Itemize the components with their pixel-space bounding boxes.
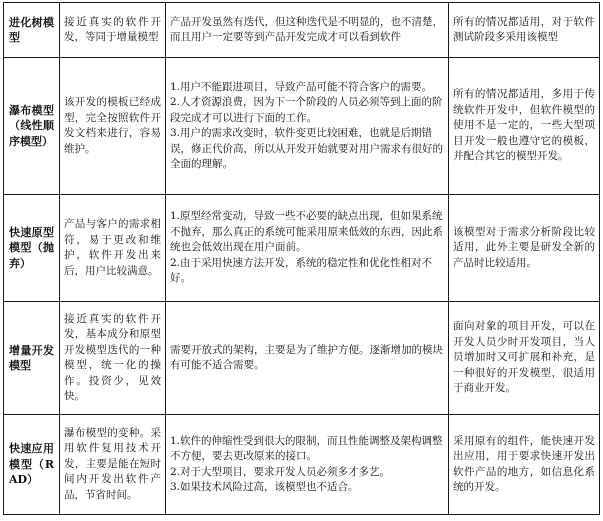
model-description: 瀑布模型的变种。采用软件复用技术开发，主要是能在短时间内开发出软件产品，节省时间。 (60, 415, 166, 515)
table-row (4, 3, 600, 58)
model-comparison-table (3, 2, 600, 515)
table-row (4, 415, 600, 515)
disadvantage-item: 1.软件的伸缩性受到很大的限制，而且性能调整及架构调整不方便，要去更改原来的接口。 (170, 434, 443, 462)
model-disadvantages (166, 58, 449, 195)
model-name: 瀑布模型（线性顺序模型） (4, 58, 60, 195)
model-applicability: 所有的情况都适用，对于软件测试阶段多采用该模型 (449, 3, 600, 58)
model-description: 接近真实的软件开发，等同于增量模型 (60, 3, 166, 58)
disadvantage-item: 1.用户不能跟进项目，导致产品可能不符合客户的需要。 (170, 80, 433, 93)
disadvantage-item: 3.用户的需求改变时，软件变更比较困难，也就是后期错误，修正代价高，所以从开发开始就要对用户需求有很好的全面的理解。 (170, 127, 443, 170)
disadvantage-item: 2.对于大型项目，要求开发人员必须多才多艺。 (170, 465, 391, 478)
model-applicability: 所有的情况都适用，多用于传统软件开发中，但软件模型的使用不是一定的，一些大型项目开发一般也遵守它的模板，并配合其它的模型开发。 (449, 58, 600, 195)
table-row (4, 58, 600, 195)
model-name: 进化树模型 (4, 3, 60, 58)
disadvantage-item: 1.原型经常变动，导致一些不必要的缺点出现，但如果系统不抛弃，那么真正的系统可能采用原来低效的东西，因此系统也会低效出现在用户面前。 (170, 210, 443, 254)
model-applicability: 该模型对于需求分析阶段比较适用，此外主要是研发全新的产品时比较适用。 (449, 195, 600, 302)
model-name: 快速应用模型（RAD） (4, 415, 60, 515)
table-row (4, 302, 600, 415)
model-applicability: 采用原有的组件，能快速开发出应用，用于要求快速开发出软件产品的地方，如信息化系统的开发。 (449, 415, 600, 515)
disadvantage-item: 3.如果技术风险过高，该模型也不适合。 (170, 481, 359, 493)
model-description: 该开发的模板已经成型，完全按照软件开发文档来进行，容易维护。 (60, 58, 166, 195)
model-disadvantages (166, 302, 449, 415)
disadvantage-item: 2.由于采用快速方法开发，系统的稳定性和优化性相对不好。 (170, 256, 433, 285)
disadvantage-item: 产品开发虽然有迭代，但这种迭代是不明显的，也不清楚，而且用户一定要等到产品开发完成才可以看到软件 (170, 15, 443, 43)
disadvantage-item: 需要开放式的架构，主要是为了维护方便。逐渐增加的模块有可能不适合需要。 (170, 343, 443, 371)
model-description: 产品与客户的需求相符，易于更改和维护，软件开发出来后，用户比较满意。 (60, 195, 166, 302)
model-disadvantages (166, 415, 449, 515)
model-disadvantages (166, 195, 449, 302)
model-name: 增量开发模型 (4, 302, 60, 415)
table-row (4, 195, 600, 302)
model-disadvantages (166, 3, 449, 58)
model-applicability: 面向对象的项目开发，可以在开发人员少时开发项目，当人员增加时又可扩展和补充，是一种很好的开发模型，很适用于商业开发。 (449, 302, 600, 415)
disadvantage-item: 2.人才资源浪费，因为下一个阶段的人员必须等到上面的阶段完成才可以进行下面的工作。 (170, 96, 443, 124)
model-name: 快速原型模型（抛弃） (4, 195, 60, 302)
model-description: 接近真实的软件开发，基本成分和原型开发模型迭代的一种模型，统一化的操作。投资少，见效快。 (60, 302, 166, 415)
